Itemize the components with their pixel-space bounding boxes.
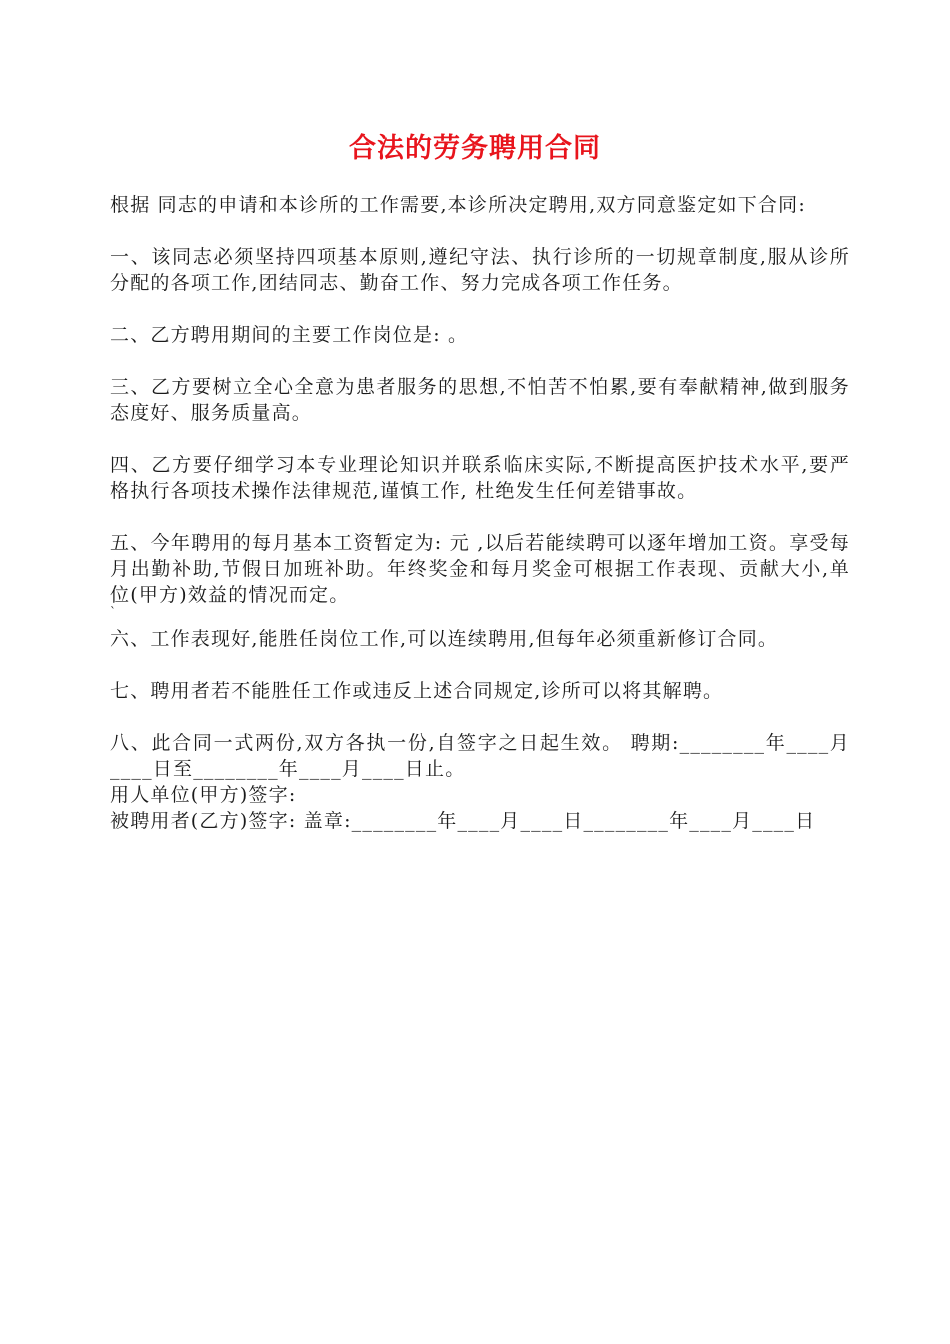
paragraph-clause-6: 六、工作表现好,能胜任岗位工作,可以连续聘用,但每年必须重新修订合同。 (110, 628, 779, 650)
contract-body (110, 192, 850, 834)
paragraph-clause-5: 五、今年聘用的每月基本工资暂定为: 元 ,以后若能续聘可以逐年增加工资。享受每月出勤补助,节假日加班补助。年终奖金和每月奖金可根据工作表现、贡献大小,单位(甲方)效益的情况而定。 (110, 532, 850, 606)
paragraph-clause-4: 四、乙方要仔细学习本专业理论知识并联系临床实际,不断提高医护技术水平,要严格执行各项技术操作法律规范,谨慎工作, 杜绝发生任何差错事故。 (110, 454, 850, 502)
paragraph-clause-1: 一、该同志必须坚持四项基本原则,遵纪守法、执行诊所的一切规章制度,服从诊所分配的各项工作,团结同志、勤奋工作、努力完成各项工作任务。 (110, 246, 850, 294)
paragraph-clause-2: 二、乙方聘用期间的主要工作岗位是: 。 (110, 324, 469, 346)
paragraph-clause-7: 七、聘用者若不能胜任工作或违反上述合同规定,诊所可以将其解聘。 (110, 680, 724, 702)
document-title: 合法的劳务聘用合同 (349, 133, 601, 164)
paragraph-clause-8: 八、此合同一式两份,双方各执一份,自签字之日起生效。 聘期:________年____月____日至________年____月____日止。 (110, 732, 850, 780)
paragraph-intro: 根据 同志的申请和本诊所的工作需要,本诊所决定聘用,双方同意鉴定如下合同: (110, 194, 806, 216)
signature-employer: 用人单位(甲方)签字: (110, 784, 297, 806)
signature-employee: 被聘用者(乙方)签字: 盖章:________年____月____日________年____月____日 (110, 810, 816, 832)
paragraph-clause-3: 三、乙方要树立全心全意为患者服务的思想,不怕苦不怕累,要有奉献精神,做到服务态度好、服务质量高。 (110, 376, 850, 424)
stray-mark: ` (110, 605, 118, 619)
